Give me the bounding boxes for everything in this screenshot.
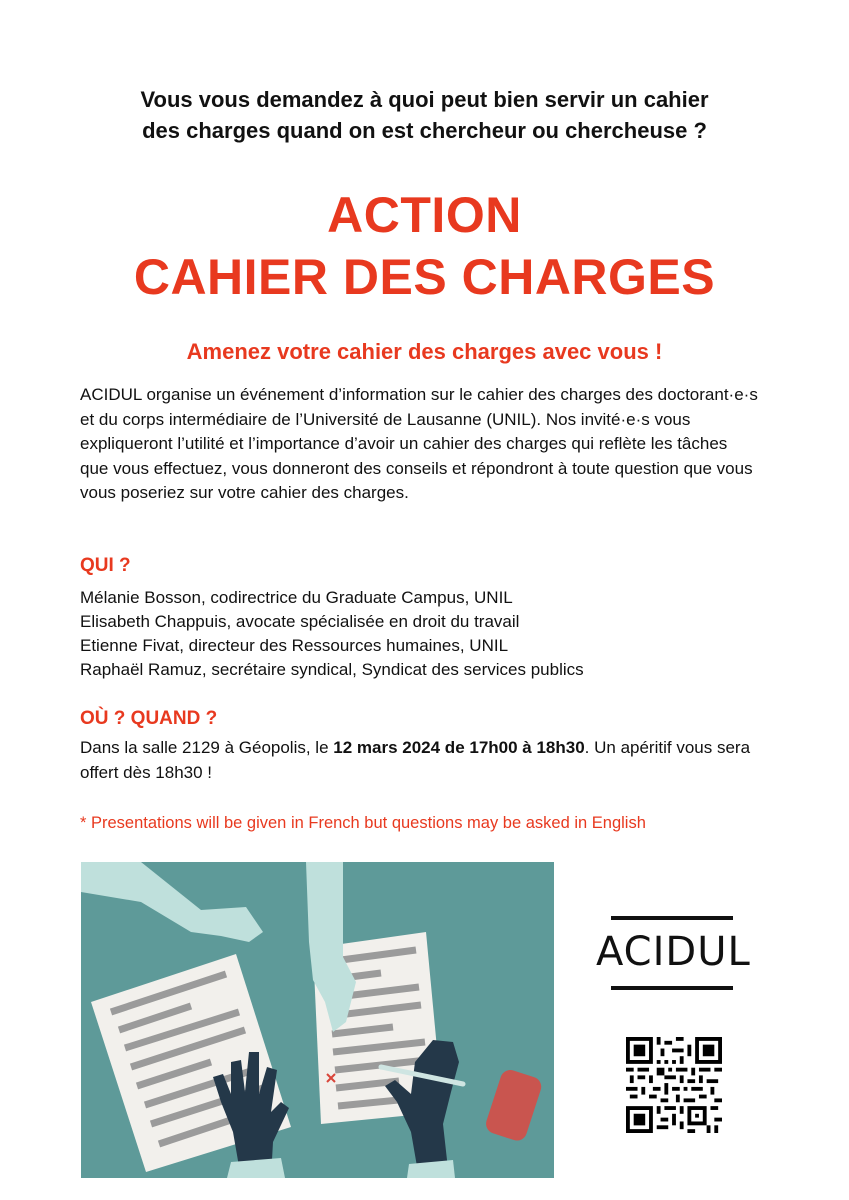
intro-line-1: Vous vous demandez à quoi peut bien servir un cahier — [140, 87, 709, 112]
speaker-item: Elisabeth Chappuis, avocate spécialisée en droit du travail — [80, 612, 520, 631]
speaker-item: Mélanie Bosson, codirectrice du Graduate Campus, UNIL — [80, 588, 513, 607]
subheadline: Amenez votre cahier des charges avec vous ! — [186, 339, 663, 364]
logo-bottom-bar — [611, 986, 733, 990]
who-heading: QUI ? — [80, 555, 131, 576]
where-text-after: . Un apéritif vous sera offert dès 18h30 ! — [80, 738, 751, 782]
event-headline — [40, 184, 809, 308]
intro-question — [60, 84, 789, 146]
event-date: 12 mars 2024 de 17h00 à 18h30 — [333, 738, 585, 757]
language-note: * Presentations will be given in French but questions may be asked in English — [80, 814, 646, 832]
acidul-logo — [596, 916, 751, 990]
event-description: ACIDUL organise un événement d’information sur le cahier des charges des doctorant·e·s et du corps intermédiaire de l’Université de Lausanne (UNIL). Nos invité·e·s vous expliqueront l’utilité et l’importance d’avoir un cahier des charges qui reflète les tâches que vous effectuez, vous donneront des conseils et répondront à toute question que vous vous poseriez sur votre cahier des charges. — [80, 385, 758, 502]
illustration — [81, 862, 554, 1178]
headline-line-2: CAHIER DES CHARGES — [133, 249, 716, 305]
speaker-item: Raphaël Ramuz, secrétaire syndical, Syndicat des services publics — [80, 660, 584, 679]
qr-code-icon[interactable] — [626, 1037, 722, 1133]
where-when-text — [80, 736, 760, 785]
where-when-heading: OÙ ? QUAND ? — [80, 708, 218, 729]
logo-text: ACIDUL — [596, 929, 751, 975]
logo-top-bar — [611, 916, 733, 920]
headline-line-1: ACTION — [327, 187, 522, 243]
where-text-before: Dans la salle 2129 à Géopolis, le — [80, 738, 334, 757]
intro-line-2: des charges quand on est chercheur ou chercheuse ? — [142, 118, 707, 143]
speakers-list — [80, 586, 584, 682]
speaker-item: Etienne Fivat, directeur des Ressources humaines, UNIL — [80, 636, 509, 655]
